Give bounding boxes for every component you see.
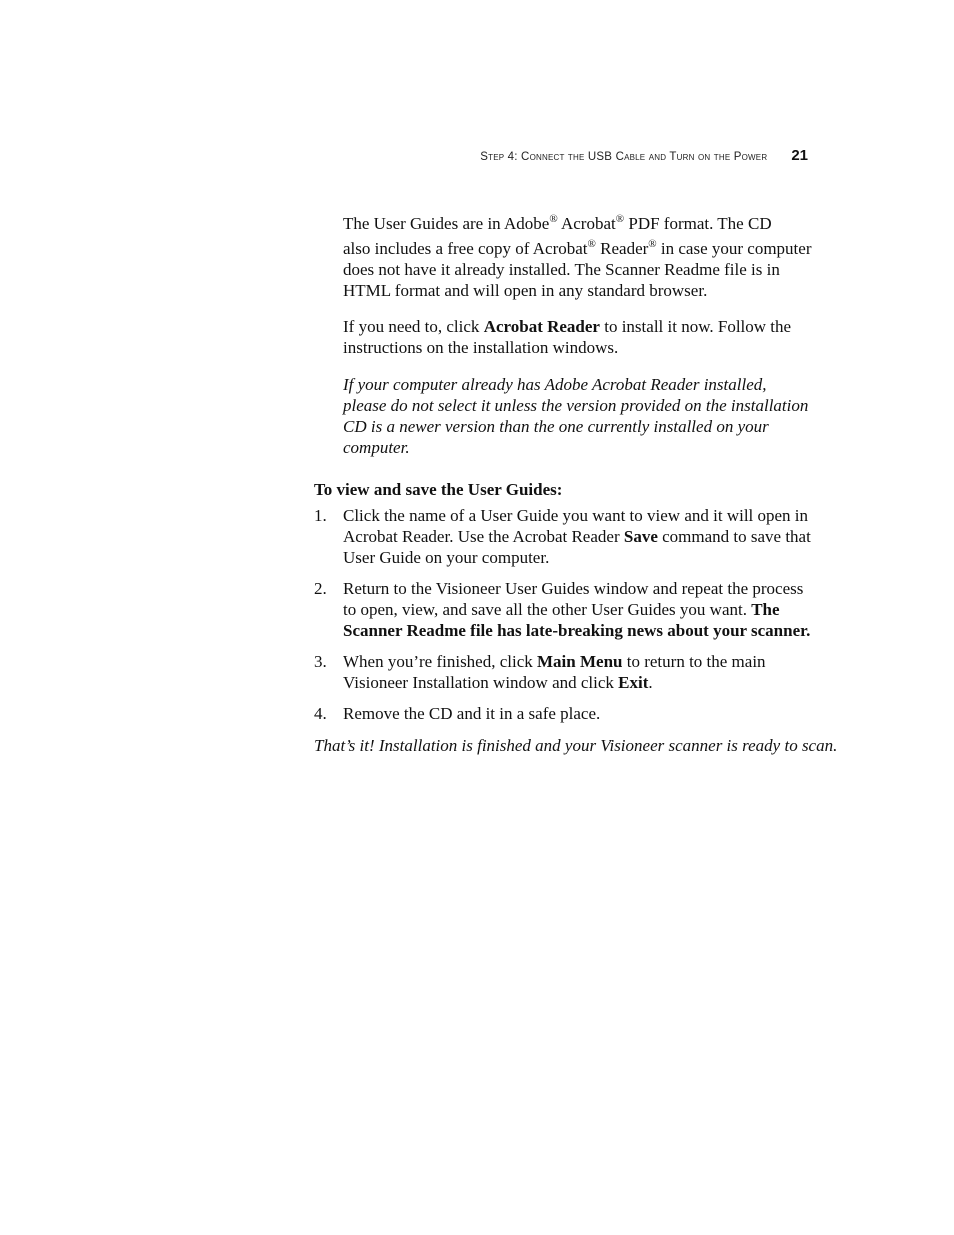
closing-paragraph: That’s it! Installation is finished and your Visioneer scanner is ready to scan. [314,736,838,755]
procedure-steps [314,505,814,724]
note-paragraph: If your computer already has Adobe Acrobat Reader installed, please do not select it unless the version provided on the installation CD is a newer version than the one currently installed on your computer. [343,375,809,457]
list-item: 1. Click the name of a User Guide you want to view and it will open in Acrobat Reader. Use the Acrobat Reader Save command to save that User Guide on your computer. [314,506,811,567]
intro-line-1: The User Guides are in Adobe® Acrobat® PDF format. The CD [343,213,772,233]
list-item: 3. When you’re finished, click Main Menu to return to the main Visioneer Installation window and click Exit. [314,652,766,692]
intro-section [343,210,814,458]
running-header [300,147,808,165]
procedure-heading: To view and save the User Guides: [314,480,563,499]
chapter-title: Step 4: Connect the USB Cable and Turn on the Power [480,151,768,163]
acrobat-reader-label: Acrobat Reader [483,317,600,336]
page-body [314,210,838,756]
install-paragraph: If you need to, click Acrobat Reader to install it now. Follow the instructions on the installation windows. [343,317,792,357]
page-number: 21 [791,147,808,164]
list-item: 4. Remove the CD and it in a safe place. [314,704,601,723]
list-item: 2. Return to the Visioneer User Guides window and repeat the process to open, view, and save all the other User Guides you want. The Scanner Readme file has late-breaking news about your scanner. [314,579,811,640]
intro-paragraph: The User Guides are in Adobe® Acrobat® PDF format. The CD also includes a free copy of Acrobat® Reader® in case your computer does not have it already installed. The Scanner Readme file is in HTML format and will open in any standard browser. [343,213,812,300]
